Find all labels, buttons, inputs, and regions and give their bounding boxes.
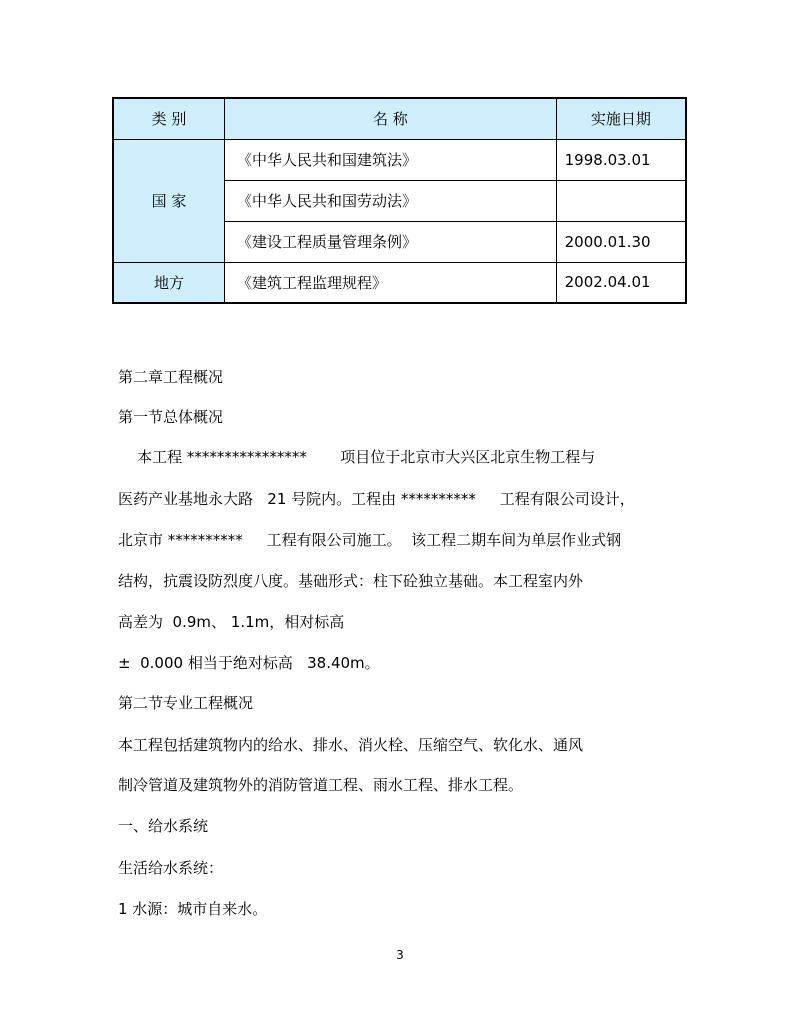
regulation-name: 《中华人民共和国劳动法》 <box>225 180 557 221</box>
page-number: 3 <box>396 948 404 962</box>
regulation-name: 《中华人民共和国建筑法》 <box>225 139 557 180</box>
body-text-line: 1 水源：城市自来水。 <box>118 900 268 918</box>
body-text-line: ± 0.000 相当于绝对标高 38.40m。 <box>118 654 380 672</box>
body-text-line: 本工程 **************** 项目位于北京市大兴区北京生物工程与 <box>118 448 596 466</box>
body-text-line: 医药产业基地永大路 21 号院内。工程由 ********** 工程有限公司设计， <box>118 490 635 508</box>
regulation-name: 《建筑工程监理规程》 <box>225 262 557 303</box>
category-local: 地方 <box>113 262 225 303</box>
regulation-date <box>556 180 686 221</box>
regulation-date: 1998.03.01 <box>556 139 686 180</box>
regulations-table <box>112 97 687 304</box>
body-text-line: 北京市 ********** 工程有限公司施工。 该工程二期车间为单层作业式钢 <box>118 531 622 549</box>
body-text-line: 结构，抗震设防烈度八度。基础形式：柱下砼独立基础。本工程室内外 <box>118 572 584 590</box>
header-category: 类 别 <box>113 98 225 139</box>
section-heading: 第一节总体概况 <box>118 408 224 426</box>
category-national: 国 家 <box>113 139 225 262</box>
section-heading: 第二节专业工程概况 <box>118 694 254 712</box>
table-row <box>113 139 686 180</box>
regulation-date: 2000.01.30 <box>556 221 686 262</box>
body-text-line: 高差为 0.9m、 1.1m，相对标高 <box>118 613 345 631</box>
regulation-name: 《建设工程质量管理条例》 <box>225 221 557 262</box>
body-text-line: 制冷管道及建筑物外的消防管道工程、雨水工程、排水工程。 <box>118 776 524 794</box>
chapter-heading: 第二章工程概况 <box>118 368 224 386</box>
table-row <box>113 262 686 303</box>
body-text-line: 生活给水系统： <box>118 859 224 877</box>
regulation-date: 2002.04.01 <box>556 262 686 303</box>
subsection-heading: 一、给水系统 <box>118 817 209 835</box>
header-date: 实施日期 <box>556 98 686 139</box>
header-name: 名 称 <box>225 98 557 139</box>
table-header-row <box>113 98 686 139</box>
body-text-line: 本工程包括建筑物内的给水、排水、消火栓、压缩空气、软化水、通风 <box>118 736 584 754</box>
